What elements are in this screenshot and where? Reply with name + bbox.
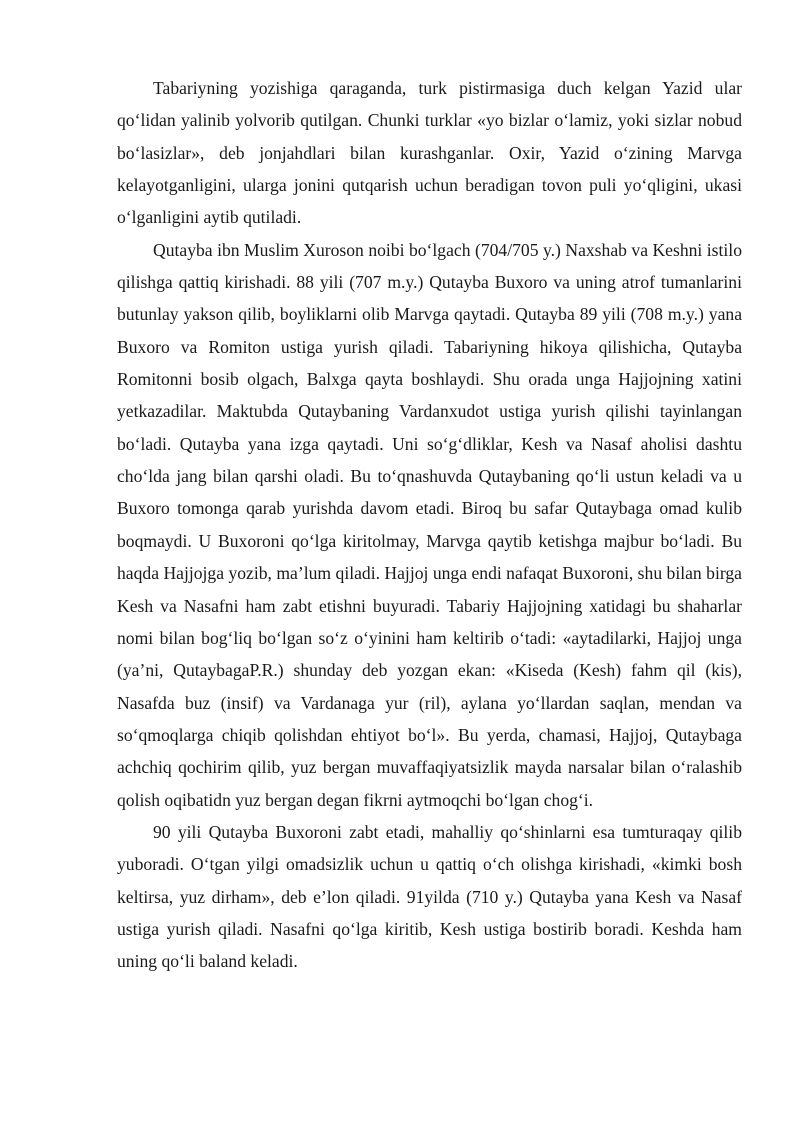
paragraph-3: 90 yili Qutayba Buxoroni zabt etadi, mahalliy qo‘shinlarni esa tumturaqay qilib yuboradi. O‘tgan yilgi omadsizlik uchun u qattiq o‘ch olishga kirishadi, «kimki bosh keltirsa, yuz dirham», deb e’lon qiladi. 91yilda (710 y.) Qutayba yana Kesh va Nasaf ustiga yurish qiladi. Nasafni qo‘lga kiritib, Kesh ustiga bostirib boradi. Keshda ham uning qo‘li baland keladi. <box>117 821 742 972</box>
paragraph-1: Tabariyning yozishiga qaraganda, turk pistirmasiga duch kelgan Yazid ular qo‘lidan yalinib yolvorib qutilgan. Chunki turklar «yo bizlar o‘lamiz, yoki sizlar nobud bo‘lasizlar», deb jonjahdlari bilan kurashganlar. Oxir, Yazid o‘zining Marvga kelayotganligini, ularga jonini qutqarish uchun beradigan tovon puli yo‘qligini, ukasi o‘lganligini aytib qutiladi. <box>117 78 742 228</box>
document-body <box>117 72 742 978</box>
paragraph-2: Qutayba ibn Muslim Xuroson noibi bo‘lgach (704/705 y.) Naxshab va Keshni istilo qilishga qattiq kirishadi. 88 yili (707 m.y.) Qutayba Buxoro va uning atrof tumanlarini butunlay yakson qilib, boyliklarni olib Marvga qaytadi. Qutayba 89 yili (708 m.y.) yana Buxoro va Romiton ustiga yurish qiladi. Tabariyning hikoya qilishicha, Qutayba Romitonni bosib olgach, Balxga qayta boshlaydi. Shu orada unga Hajjojning xatini yetkazadilar. Maktubda Qutaybaning Vardanxudot ustiga yurish qilishi tayinlangan bo‘ladi. Qutayba yana izga qaytadi. Uni so‘g‘dliklar, Kesh va Nasaf aholisi dashtu cho‘lda jang bilan qarshi oladi. Bu to‘qnashuvda Qutaybaning qo‘li ustun keladi va u Buxoro tomonga qarab yurishda davom etadi. Biroq bu safar Qutaybaga omad kulib boqmaydi. U Buxoroni qo‘lga kiritolmay, Marvga qaytib ketishga majbur bo‘ladi. Bu haqda Hajjojga yozib, ma’lum qiladi. Hajjoj unga endi nafaqat Buxoroni, shu bilan birga Kesh va Nasafni ham zabt etishni buyuradi. Tabariy Hajjojning xatidagi bu shaharlar nomi bilan bog‘liq bo‘lgan so‘z o‘yinini ham keltirib o‘tadi: «aytadilarki, Hajjoj unga (ya’ni, QutaybagaP.R.) shunday deb yozgan ekan: «Kiseda (Kesh) fahm qil (kis), Nasafda buz (insif) va Vardanaga yur (ril), aylana yo‘llardan saqlan, mendan va so‘qmoqlarga chiqib qolishdan ehtiyot bo‘l». Bu yerda, chamasi, Hajjoj, Qutaybaga achchiq qochirim qilib, yuz bergan muvaffaqiyatsizlik mayda narsalar bilan o‘ralashib qolish oqibatidn yuz bergan degan fikrni aytmoqchi bo‘lgan chog‘i. <box>117 239 742 810</box>
